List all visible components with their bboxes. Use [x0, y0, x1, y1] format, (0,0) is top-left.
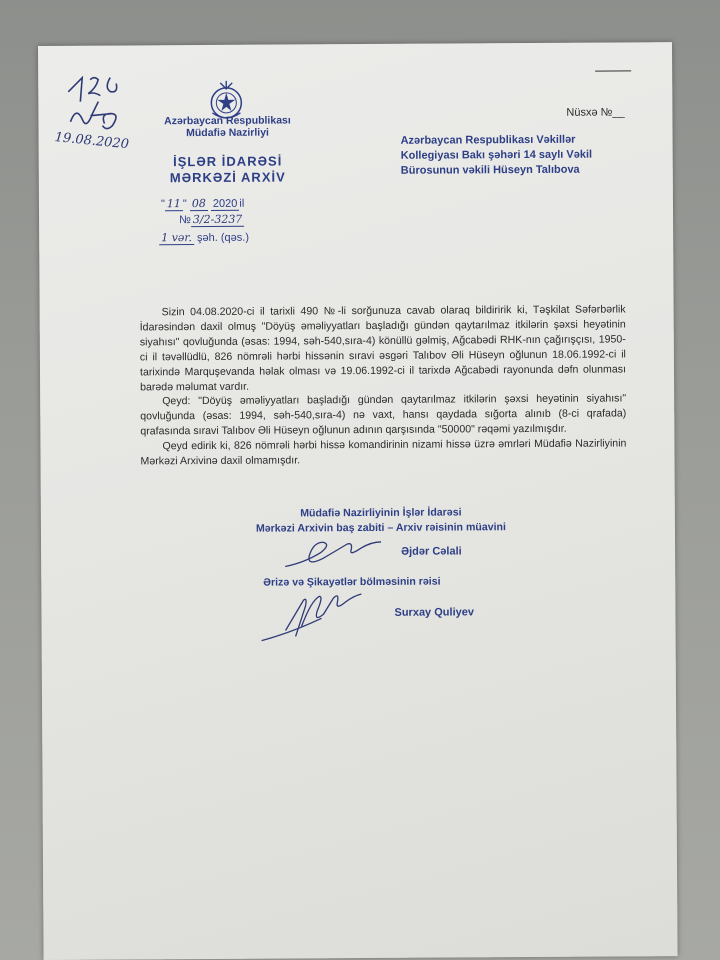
date-day: 11	[165, 197, 183, 211]
signature-1-scribble	[281, 532, 391, 573]
date-quote-close: "	[182, 198, 187, 211]
signature-title-line-2: Mərkəzi Arxivin baş zabiti – Arxiv rəisinin müavini	[255, 521, 507, 535]
recipient-line-2: Kollegiyası Bakı şəhəri 14 saylı Vəkil	[400, 148, 593, 162]
recipient-line-3: Bürosunun vəkili Hüseyn Talıbova	[400, 163, 580, 177]
body-paragraph-1: Sizin 04.08.2020-ci il tarixli 490 №-li sorğunuza cavab olaraq bildiririk ki, Təşkilat Səfərbərlik İdarəsindən daxil olmuş "Döyüş əməliyyatları başladığı gündən qaytarılmaz itkilərin şəxsi heyətinin siyahısı" qovluğunda (əsas: 1994, səh-540,sıra-4) könüllü gəlmiş, Ağcabədi RHK-nın çağırışçısı, 1950-ci il təvəllüdlü, 826 nömrəli hərbi hissənin sıravi əsgəri Talıbov Əli Hüseyn oğlunun 18.06.1992-ci il tarixində Marquşevanda həlak olması və 19.06.1992-ci il tarixdə Ağcabədi rayonunda dəfn olunması barədə məlumat vardır.	[139, 303, 627, 393]
top-dash-mark	[595, 70, 631, 71]
copy-number: Nüsxə №__	[566, 106, 625, 119]
letter-body	[140, 302, 627, 469]
reg-prefix: №	[179, 214, 191, 227]
document-page	[38, 42, 678, 960]
date-year: 2020	[211, 198, 240, 211]
body-paragraph-3: Qeyd edirik ki, 826 nömrəli hərbi hissə komandirinin nizami hissə üzrə əmrləri Müdafiə Nazirliyinin Mərkəzi Arxivinə daxil olmamışdır.	[140, 437, 627, 468]
signature-2-scribble	[255, 590, 375, 647]
office-line-1: İŞLƏR İDARƏSİ	[173, 153, 283, 170]
registration-number	[179, 213, 244, 227]
ministry-line-1: Azərbaycan Respublikası	[164, 114, 291, 128]
handwritten-date: 19.08.2020	[54, 130, 130, 153]
recipient-line-1: Azərbaycan Respublikası Vəkillər	[400, 133, 576, 147]
page-count	[159, 231, 249, 246]
office-line-2: MƏRKƏZİ ARXİV	[169, 169, 286, 186]
date-suffix: il	[239, 197, 245, 210]
date-month: 08	[190, 197, 208, 211]
ministry-line-2: Müdafiə Nazirliyi	[186, 126, 269, 140]
document-date	[161, 197, 244, 212]
signer-1-name: Əjdər Cəlali	[401, 545, 462, 558]
signer-2-title: Ərizə və Şikayətlər bölməsinin rəisi	[263, 575, 441, 589]
reg-number: 3/2-3237	[191, 213, 245, 227]
ministry-name	[142, 114, 312, 139]
date-quote: "	[160, 198, 165, 211]
office-name	[143, 153, 313, 186]
page-count-value: 1 vər.	[159, 231, 194, 245]
recipient-block	[401, 132, 641, 178]
body-paragraph-2: Qeyd: "Döyüş əməliyyatları başladığı gündən qaytarılmaz itkilərin şəxsi heyətinin siyahısı" qovluğunda (əsas: 1994, səh-540,sıra-4) nə vaxt, hansı qaydada sığorta alınıb (8-ci qrafada) qrafasında sıravi Talıbov Əli Hüseyn oğlunun adının qarşısında "50000" rəqəmi yazılmışdır.	[140, 392, 627, 438]
signer-2-name: Surxay Quliyev	[394, 606, 475, 619]
signature-title-line-1: Müdafiə Nazirliyinin İşlər İdarəsi	[300, 506, 462, 520]
page-count-label: şəh. (qəs.)	[196, 231, 250, 245]
